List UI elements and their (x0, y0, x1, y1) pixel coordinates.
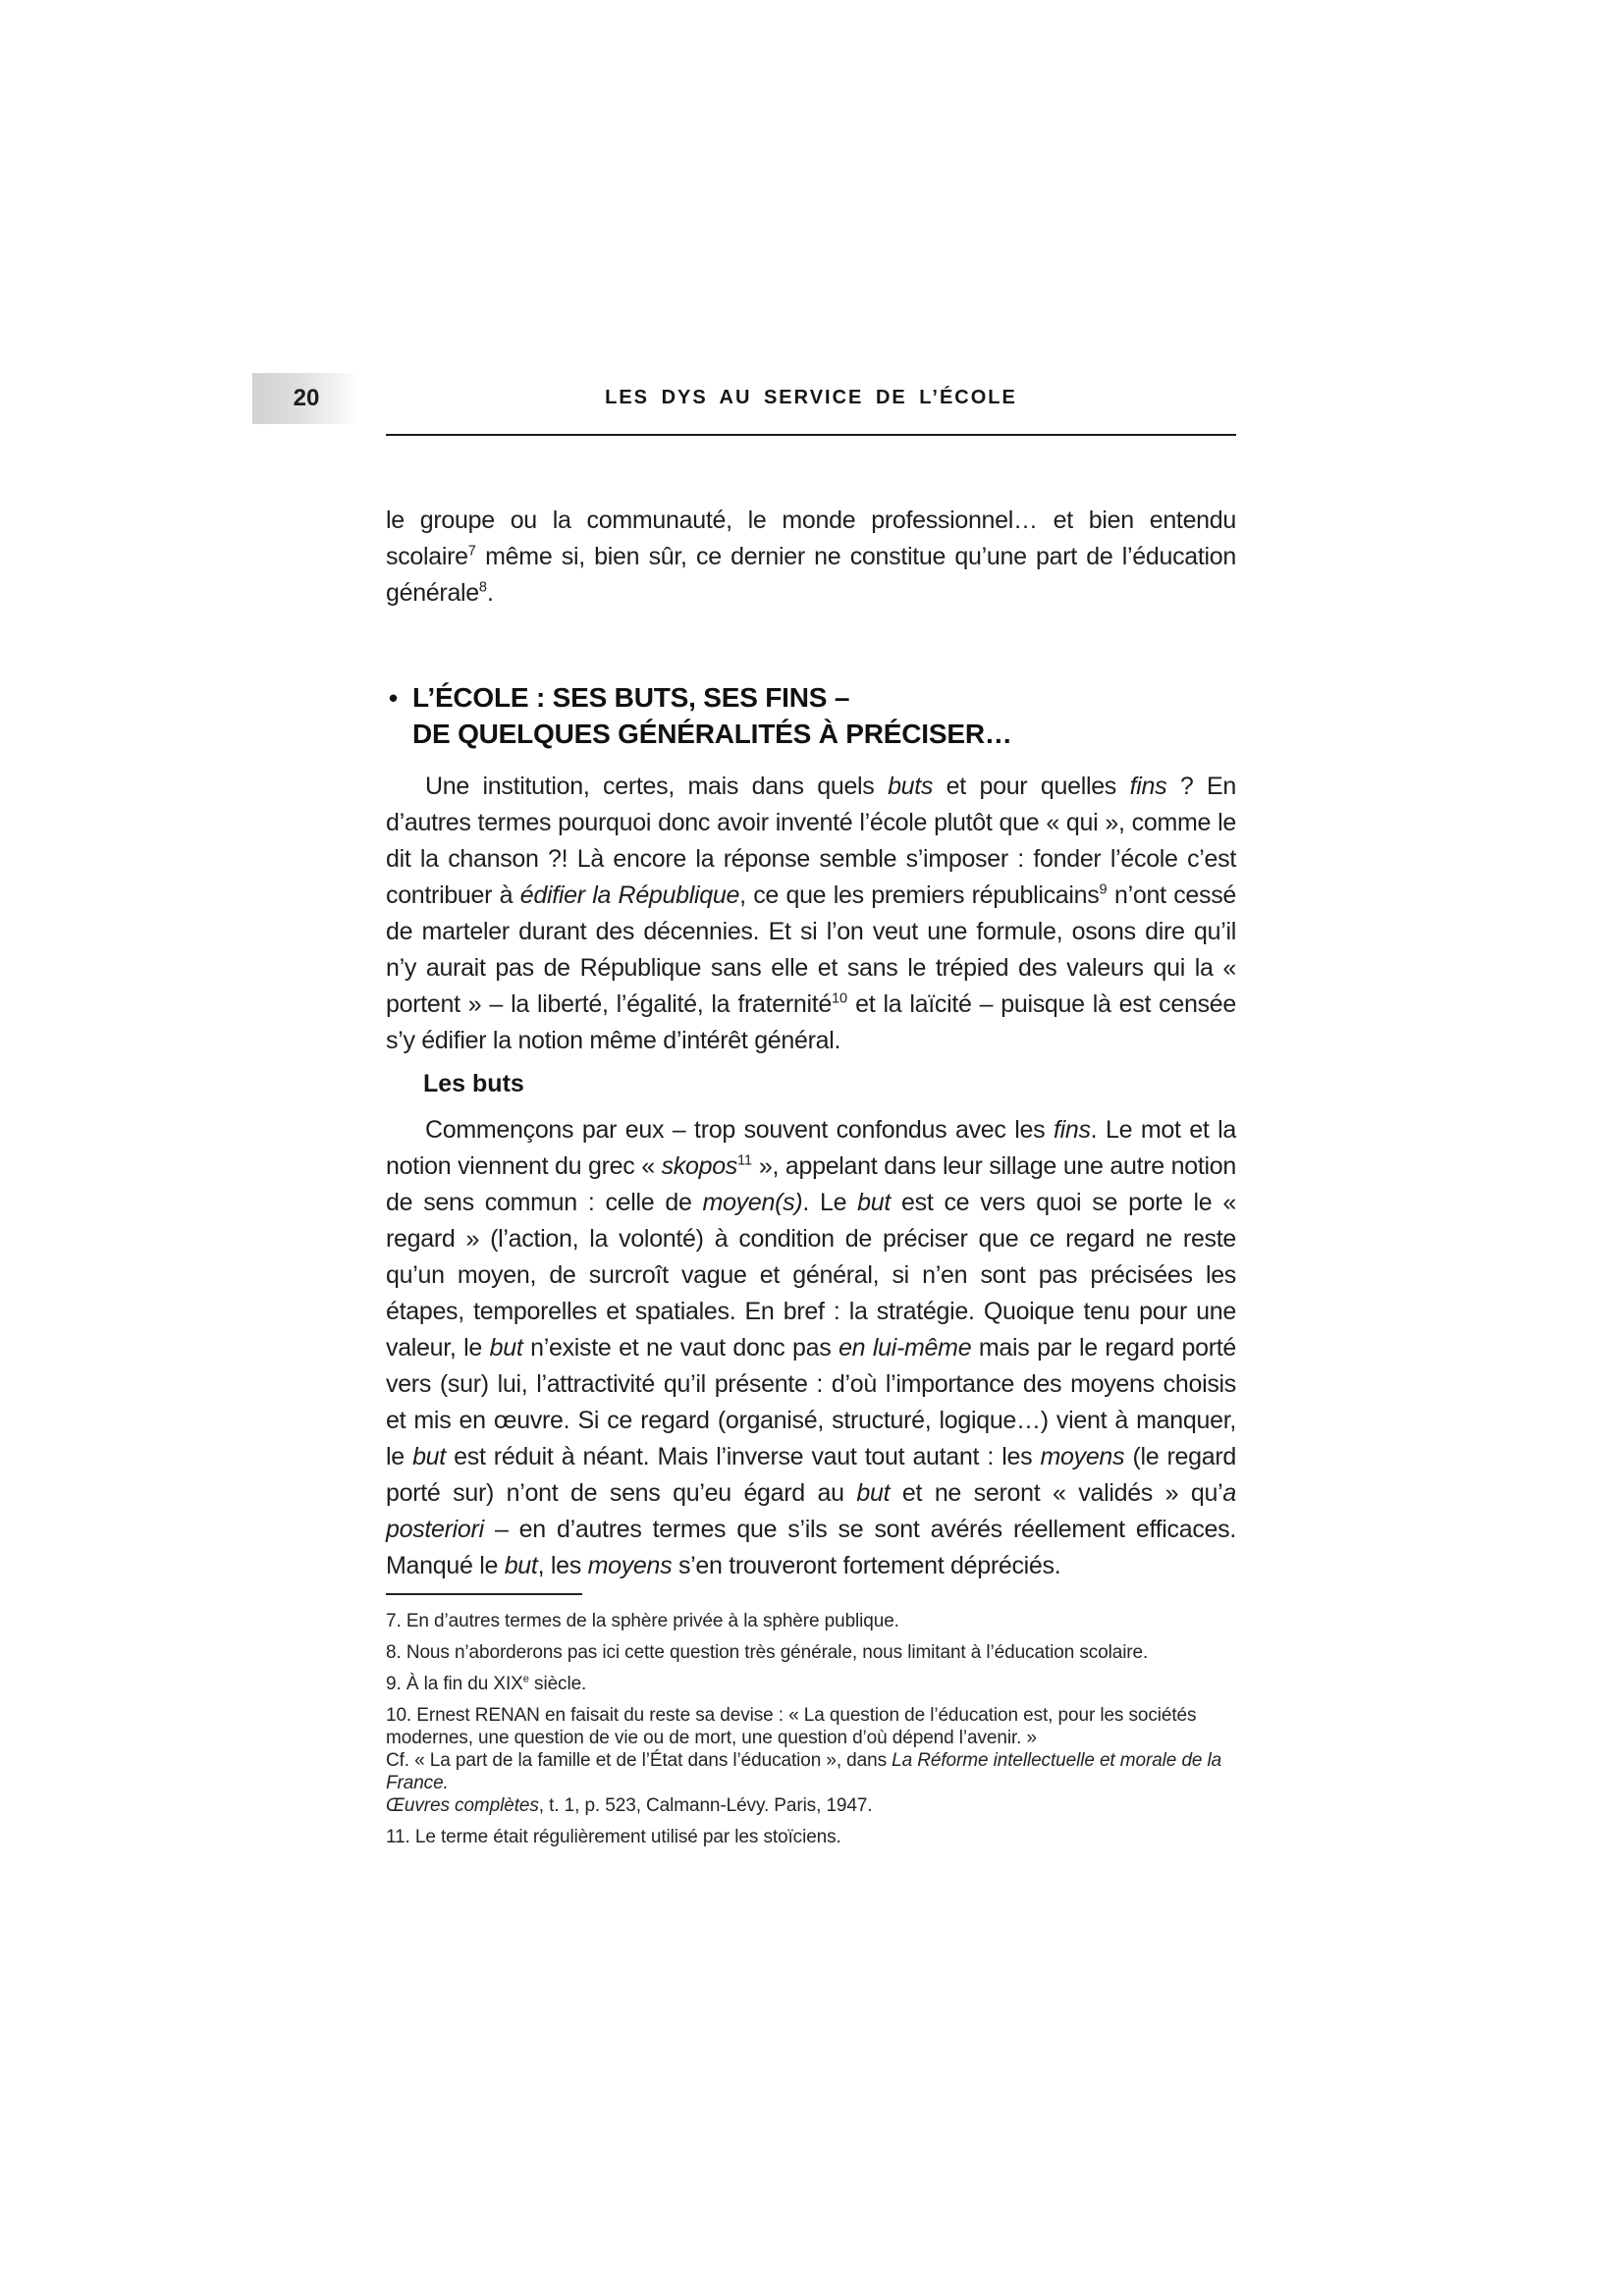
text-run: Une institution, certes, mais dans quels (425, 773, 889, 800)
text-run: . (486, 579, 494, 607)
text-run: est ce vers quoi se porte le « regard » (l’action, la volonté) à condition de préciser que ce regard ne reste qu’un moyen, de surcroît vague et général, si n’en sont pas précisées les étapes, temporelles et spatiales. En bref : la stratégie. Quoique tenu pour une valeur, le (386, 1189, 1236, 1362)
text-run: but (856, 1479, 891, 1507)
section-heading-line1: L’ÉCOLE : SES BUTS, SES FINS – (412, 682, 850, 713)
text-run: siècle. (528, 1674, 587, 1694)
text-run: buts (888, 773, 934, 800)
superscript-note-ref: 8 (478, 579, 487, 596)
text-run: ? En d’autres termes pourquoi donc avoir inventé l’école plutôt que « qui », comme le dit la chanson ?! Là encore la réponse semble s’imposer : fonder l’école c’est contribuer à (386, 773, 1236, 909)
text-run: s’en trouveront fortement dépréciés. (672, 1552, 1061, 1579)
superscript-note-ref: e (522, 1673, 529, 1685)
text-run: fins (1053, 1116, 1091, 1144)
superscript-note-ref: 10 (831, 990, 848, 1007)
text-run: . Le mot et la notion viennent du grec « (386, 1116, 1236, 1180)
text-run: La Réforme intellectuelle et morale de la France. (386, 1750, 1222, 1793)
text-run: Commençons par eux – trop souvent confondus avec les (425, 1116, 1054, 1144)
text-run: . Le (802, 1189, 858, 1216)
text-run: moyens (1040, 1443, 1125, 1470)
text-run: et la laïcité – puisque là est censée s’y édifier la notion même d’intérêt général. (386, 990, 1236, 1054)
paragraph-intro (386, 503, 1236, 612)
footnote-8 (386, 1641, 1236, 1664)
text-run: , ce que les premiers républicains (739, 881, 1100, 909)
page-number-box (252, 373, 360, 424)
text-run: skopos (661, 1152, 738, 1180)
section-heading (386, 679, 1236, 752)
text-run: a posteriori (386, 1479, 1236, 1543)
text-run: et pour quelles (933, 773, 1130, 800)
subsection-heading: Les buts (423, 1070, 524, 1097)
text-run: Œuvres complètes (386, 1795, 539, 1816)
text-run: édifier la République (519, 881, 740, 909)
text-run: 10. Ernest RENAN en faisait du reste sa devise : « La question de l’éducation est, pour les sociétés modernes, une question de vie ou de mort, une question d’où dépend l’avenir. » (386, 1705, 1197, 1748)
footnote-7 (386, 1610, 1236, 1632)
text-run: but (857, 1189, 892, 1216)
text-run: 7. En d’autres termes de la sphère privée à la sphère publique. (386, 1611, 899, 1631)
text-run: même si, bien sûr, ce dernier ne constitue qu’une part de l’éducation générale (386, 543, 1236, 607)
text-run: », appelant dans leur sillage une autre notion de sens commun : celle de (386, 1152, 1236, 1216)
text-run: Cf. « La part de la famille et de l’État dans l’éducation », dans (386, 1750, 893, 1771)
footnote-separator (386, 1593, 582, 1595)
text-run: but (489, 1334, 523, 1362)
text-run: moyen(s) (702, 1189, 803, 1216)
footnotes (386, 1610, 1236, 1857)
text-run: le groupe ou la communauté, le monde professionnel… et bien entendu scolaire (386, 507, 1236, 570)
text-run: 8. Nous n’aborderons pas ici cette question très générale, nous limitant à l’éducation scolaire. (386, 1642, 1149, 1663)
text-run: 11. Le terme était régulièrement utilisé par les stoïciens. (386, 1827, 841, 1847)
text-run: n’ont cessé de marteler durant des décennies. Et si l’on veut une formule, osons dire qu’il n’y aurait pas de République sans elle et sans le trépied des valeurs qui la « portent » – la liberté, l’égalité, la fraternité (386, 881, 1237, 1018)
text-run: but (412, 1443, 446, 1470)
superscript-note-ref: 9 (1099, 881, 1108, 898)
text-run: but (504, 1552, 538, 1579)
paragraph-buts-fins (386, 769, 1236, 1059)
text-run: (le regard porté sur) n’ont de sens qu’eu égard au (386, 1443, 1236, 1507)
footnote-11 (386, 1826, 1236, 1848)
text-run: mais par le regard porté vers (sur) lui, l’attractivité qu’il présente : d’où l’importance des moyens choisis et mis en œuvre. Si ce regard (organisé, structuré, logique…) vient à manquer, le (386, 1334, 1236, 1470)
section-heading-line2: DE QUELQUES GÉNÉRALITÉS À PRÉCISER… (412, 719, 1012, 749)
text-run: en lui-même (839, 1334, 972, 1362)
text-run: n’existe et ne vaut donc pas (522, 1334, 839, 1362)
running-title: LES DYS AU SERVICE DE L’ÉCOLE (605, 387, 1017, 408)
text-run: , t. 1, p. 523, Calmann-Lévy. Paris, 1947. (538, 1795, 873, 1816)
text-run: , les (537, 1552, 588, 1579)
text-run: – en d’autres termes que s’ils se sont avérés réellement efficaces. Manqué le (386, 1516, 1236, 1579)
text-run: fins (1129, 773, 1167, 800)
superscript-note-ref: 11 (737, 1152, 753, 1169)
text-run: 9. À la fin du XIX (386, 1674, 523, 1694)
header-rule (386, 434, 1236, 436)
text-run: et ne seront « validés » qu’ (890, 1479, 1223, 1507)
bullet-icon: • (389, 683, 398, 713)
footnote-9 (386, 1673, 1236, 1695)
footnote-10 (386, 1704, 1236, 1817)
page-number: 20 (293, 385, 320, 411)
text-run: moyens (587, 1552, 673, 1579)
text-run: est réduit à néant. Mais l’inverse vaut tout autant : les (445, 1443, 1041, 1470)
superscript-note-ref: 7 (467, 543, 476, 560)
paragraph-les-buts (386, 1112, 1236, 1584)
